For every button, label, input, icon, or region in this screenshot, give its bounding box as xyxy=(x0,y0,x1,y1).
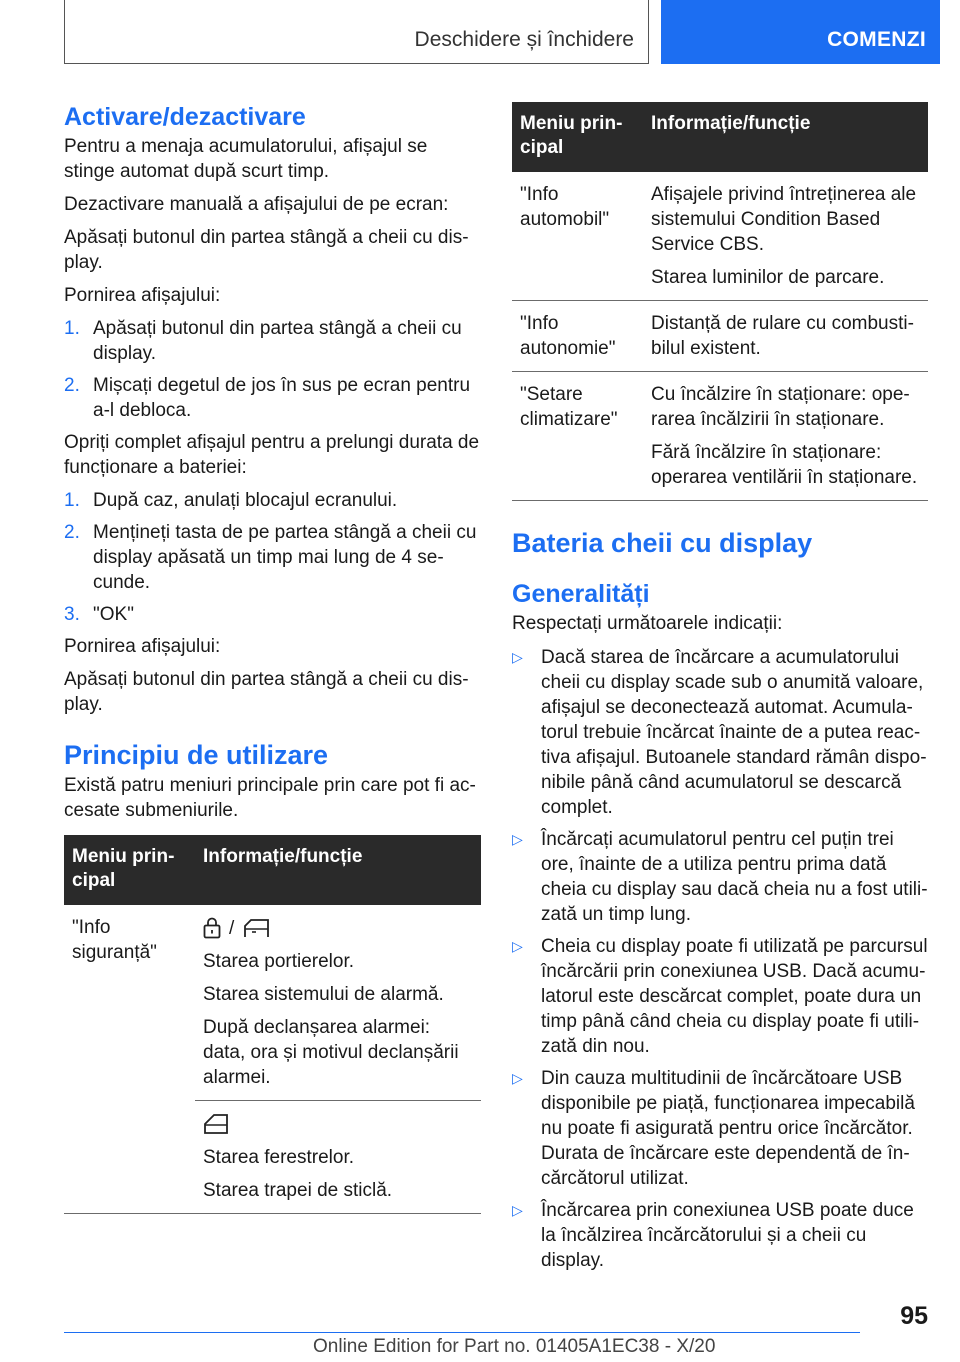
bullet-list xyxy=(512,645,928,1273)
list-text: Apăsați butonul din partea stângă a cheii cu display. xyxy=(93,318,462,364)
heading-bateria: Bateria cheii cu display xyxy=(512,528,813,558)
paragraph: Pentru a menaja acumulatorului, afișajul se stinge automat după scurt timp. xyxy=(64,136,428,182)
paragraph: Există patru meniuri principale prin care pot fi accesate submeniurile. xyxy=(64,775,476,821)
table-cell-menu: "Info autonomie" xyxy=(512,301,643,372)
menu-table-right xyxy=(512,102,928,501)
list-text: Încărcați acumulatorul pentru cel puțin trei ore, înainte de a utiliza pentru prima dată cheia cu display sau dacă cheia nu a fost utilizată un timp lung. xyxy=(541,829,928,925)
list-item xyxy=(64,602,481,627)
list-item xyxy=(512,1198,928,1273)
list-item xyxy=(64,488,481,513)
header-chapter-tab[interactable] xyxy=(661,0,940,64)
list-text: Mențineți tasta de pe partea stângă a cheii cu display apăsată un timp mai lung de 4 secunde. xyxy=(93,522,477,593)
cell-line: Distanță de rulare cu combustibilul existent. xyxy=(651,313,914,359)
icon-line xyxy=(203,915,473,941)
paragraph: Pornirea afișajului: xyxy=(64,285,221,306)
list-number: 1. xyxy=(64,318,80,339)
list-item xyxy=(512,827,928,927)
right-column xyxy=(512,102,928,1280)
list-number: 2. xyxy=(64,522,80,543)
list-text: Încărcarea prin conexiunea USB poate duce la încălzirea încărcătorului și a cheii cu display. xyxy=(541,1200,914,1271)
cell-line: Cu încălzire în staționare: operarea încălzirii în staționare. xyxy=(651,384,910,430)
icon-separator: / xyxy=(229,917,235,939)
footer-edition: Online Edition for Part no. 01405A1EC38 - X/20 xyxy=(313,1336,716,1357)
list-item xyxy=(64,316,481,366)
list-text: După caz, anulați blocajul ecranului. xyxy=(93,490,398,511)
numbered-list xyxy=(64,316,481,423)
list-number: 2. xyxy=(64,375,80,396)
list-number: 1. xyxy=(64,490,80,511)
paragraph: Apăsați butonul din partea stângă a cheii cu display. xyxy=(64,669,469,715)
window-icon xyxy=(203,1113,229,1135)
footer-divider xyxy=(64,1332,860,1333)
menu-table-left xyxy=(64,835,481,1214)
list-item xyxy=(512,1066,928,1191)
table-cell-info xyxy=(643,172,928,301)
table-cell-menu: "Info siguranță" xyxy=(64,905,195,1214)
paragraph: Pornirea afișajului: xyxy=(64,636,221,657)
heading-principiu: Principiu de utilizare xyxy=(64,740,329,770)
cell-line: După declanșarea alarmei: data, ora și motivul declanșării alarmei. xyxy=(203,1017,459,1088)
heading-generalitati: Generalități xyxy=(512,580,650,608)
list-number: 3. xyxy=(64,604,80,625)
paragraph: Apăsați butonul din partea stângă a cheii cu display. xyxy=(64,227,469,273)
cell-line: Starea luminilor de parcare. xyxy=(651,267,885,288)
cell-line: Starea sistemului de alarmă. xyxy=(203,984,444,1005)
table-cell-menu: "Setare climatizare" xyxy=(512,372,643,501)
cell-line: Starea ferestrelor. xyxy=(203,1147,355,1168)
page-number: 95 xyxy=(900,1302,928,1330)
triangle-bullet-icon: ▷ xyxy=(512,938,523,954)
table-row xyxy=(512,172,928,301)
header-chapter-title: COMENZI xyxy=(827,28,926,51)
icon-line xyxy=(203,1111,473,1137)
cell-line: Starea portierelor. xyxy=(203,951,355,972)
table-header-info: Informație/funcție xyxy=(195,835,481,905)
table-cell-info xyxy=(643,301,928,372)
table-row xyxy=(512,372,928,501)
heading-activare: Activare/dezactivare xyxy=(64,103,306,131)
header-section-title: Deschidere și închidere xyxy=(414,28,634,51)
list-item xyxy=(512,934,928,1059)
header-section-tab xyxy=(64,0,649,64)
table-cell-info xyxy=(195,905,481,1101)
car-door-icon xyxy=(242,917,270,939)
table-row xyxy=(512,301,928,372)
cell-line: Fără încălzire în staționare: operarea ventilării în staționare. xyxy=(651,442,918,488)
list-item xyxy=(64,373,481,423)
paragraph: Opriți complet afișajul pentru a prelungi durata de funcționare a bateriei: xyxy=(64,432,480,478)
cell-line: Starea trapei de sticlă. xyxy=(203,1180,393,1201)
list-text: "OK" xyxy=(93,604,134,625)
list-item xyxy=(512,645,928,820)
list-item xyxy=(64,520,481,595)
table-cell-info xyxy=(195,1101,481,1214)
table-cell-info xyxy=(643,372,928,501)
triangle-bullet-icon: ▷ xyxy=(512,1202,523,1218)
table-row xyxy=(64,905,481,1101)
table-cell-menu: "Info automobil" xyxy=(512,172,643,301)
triangle-bullet-icon: ▷ xyxy=(512,831,523,847)
paragraph: Respectați următoarele indicații: xyxy=(512,613,783,634)
door-lock-icon xyxy=(203,917,221,939)
paragraph: Dezactivare manuală a afișajului de pe ecran: xyxy=(64,194,449,215)
list-text: Din cauza multitudinii de încărcătoare USB disponibile pe piață, funcționarea impecabilă nu poate fi asigurată pentru orice încărcător. Durata de încărcare este dependentă de încărcătorul utilizat. xyxy=(541,1068,915,1189)
list-text: Mișcați degetul de jos în sus pe ecran pentru a-l debloca. xyxy=(93,375,471,421)
table-header-menu: Meniu principal xyxy=(64,835,195,905)
left-column xyxy=(64,102,481,1214)
table-header-menu: Meniu principal xyxy=(512,102,643,172)
list-text: Cheia cu display poate fi utilizată pe parcursul încărcării prin conexiunea USB. Dacă acumulatorul este descărcat complet, poate dura un timp până când cheia cu display poate fi utilizată din nou. xyxy=(541,936,928,1057)
list-text: Dacă starea de încărcare a acumulatorului cheii cu display scade sub o anumită valoare, afișajul se deconectează automat. Acumulatorul trebuie încărcat înainte de a putea reactiva afișajul. Butoanele standard rămân disponibile până când acumulatorul se descarcă complet. xyxy=(541,647,927,818)
triangle-bullet-icon: ▷ xyxy=(512,1070,523,1086)
numbered-list xyxy=(64,488,481,627)
triangle-bullet-icon: ▷ xyxy=(512,649,523,665)
cell-line: Afișajele privind întreținerea ale sistemului Condition Based Service CBS. xyxy=(651,184,917,255)
table-header-info: Informație/funcție xyxy=(643,102,928,172)
